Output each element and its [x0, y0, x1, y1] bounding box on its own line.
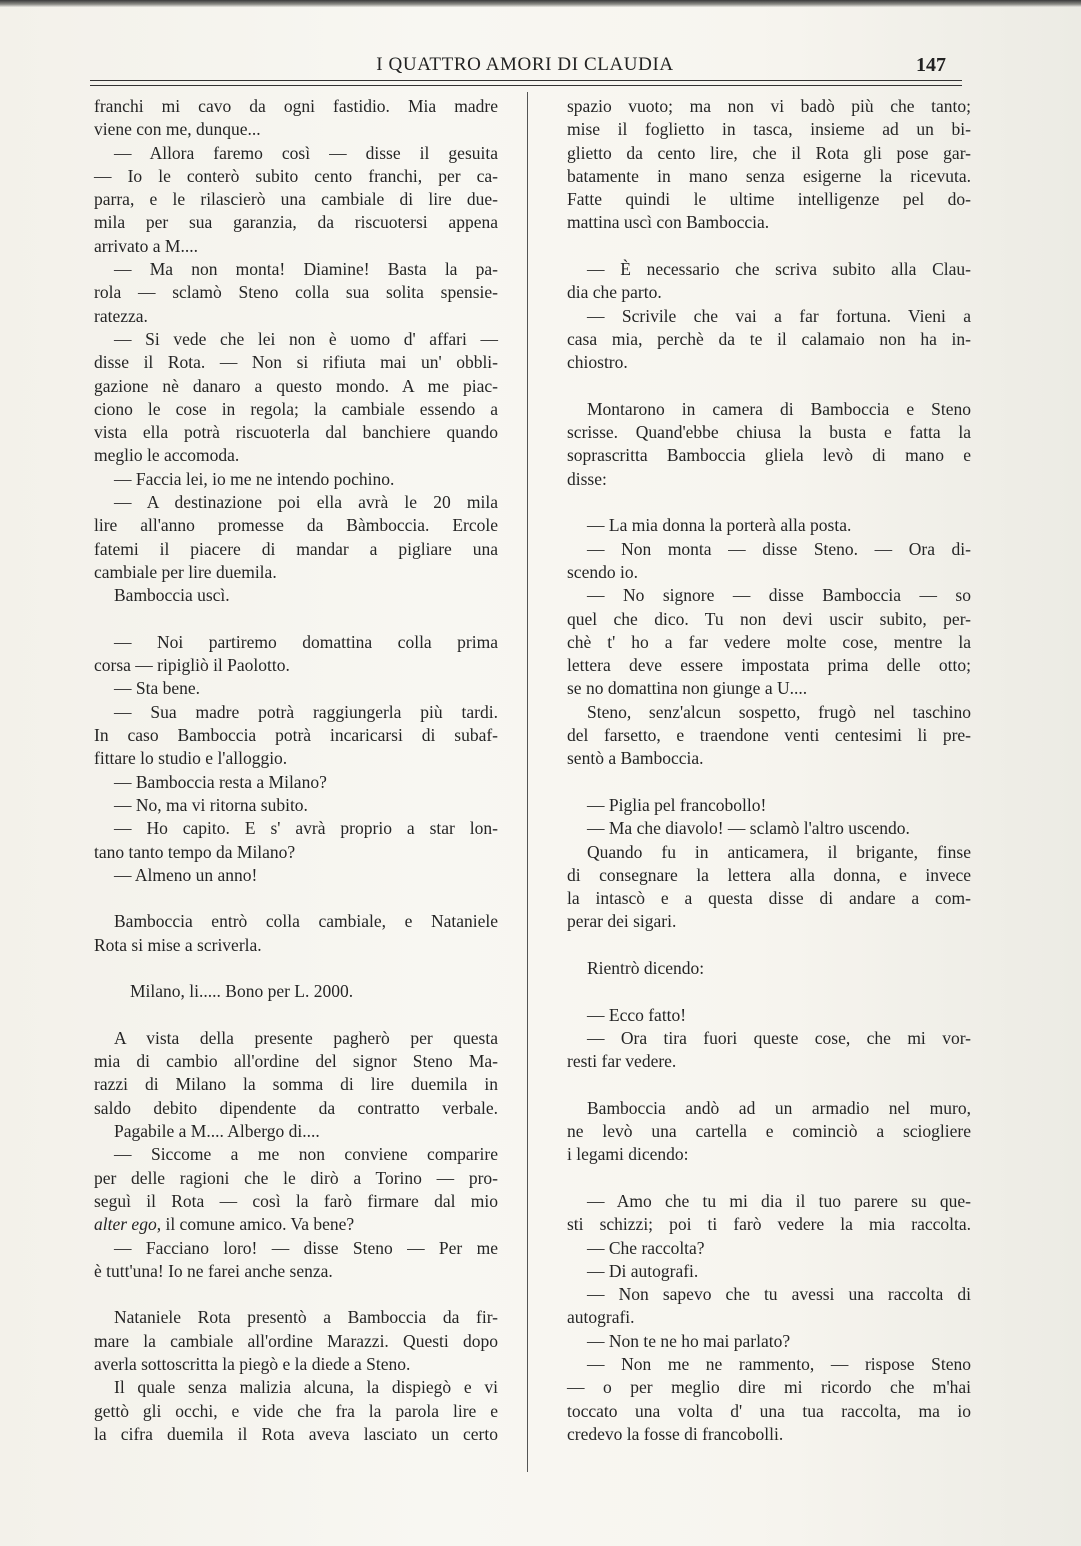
text-line: la intascò e a questa disse di andare a com- [567, 888, 971, 909]
text-line: — Si vede che lei non è uomo d' affari — [114, 328, 498, 349]
running-title: I QUATTRO AMORI DI CLAUDIA [376, 54, 674, 75]
text-line: autografi. [567, 1307, 635, 1328]
text-line: meglio le accomoda. [94, 445, 240, 466]
text-line: — No signore — disse Bamboccia — so [587, 585, 971, 606]
text-line: parra, e le rilascierò una cambiale di lire due- [94, 189, 498, 210]
page-header [90, 52, 960, 82]
paragraph-gap [567, 1073, 971, 1096]
text-line: In caso Bamboccia potrà incaricarsi di subaf- [94, 725, 498, 746]
text-line: — Facciano loro! — disse Steno — Per me [114, 1237, 498, 1258]
header-rule-thin [90, 85, 962, 86]
text-line: — o per meglio dire mi ricordo che m'hai [567, 1377, 971, 1398]
paragraph-gap [567, 491, 971, 514]
paragraph-gap [567, 235, 971, 258]
text-line: — Allora faremo così — disse il gesuita [114, 142, 498, 163]
text-line: fittare lo studio e l'alloggio. [94, 748, 288, 769]
text-line: — Non te ne ho mai parlato? [587, 1330, 791, 1351]
text-line: ne levò una cartella e cominciò a sciogliere [567, 1121, 971, 1142]
text-line: gazione nè danaro a questo mondo. A me piac- [94, 375, 498, 396]
text-line: Steno, senz'alcun sospetto, frugò nel taschino [587, 701, 971, 722]
text-line: — Ora tira fuori queste cose, che mi vor- [587, 1027, 971, 1048]
text-line: — La mia donna la porterà alla posta. [587, 515, 852, 536]
text-line: per delle ragioni che le dirò a Torino — pro- [94, 1167, 498, 1188]
paragraph-gap [94, 1004, 498, 1027]
text-line: lettera deve essere impostata prima delle otto; [567, 655, 971, 676]
text-line: — Almeno un anno! [114, 864, 258, 885]
text-line: — Non me ne rammento, — rispose Steno [587, 1354, 971, 1375]
text-line: lire all'anno promesse da Bàmboccia. Ercole [94, 515, 498, 536]
text-line: Rientrò dicendo: [587, 957, 705, 978]
text-line: la cifra duemila il Rota aveva lasciato un certo [94, 1423, 498, 1444]
text-line: — Sta bene. [114, 678, 201, 699]
text-line: cambiale per lire duemila. [94, 561, 277, 582]
text-line: — Piglia pel francobollo! [587, 794, 767, 815]
text-line: mila per sua garanzia, da riscuotersi appena [94, 212, 498, 233]
text-line: — Scrivile che vai a far fortuna. Vieni a [587, 305, 971, 326]
text-line: Bamboccia entrò colla cambiale, e Nataniele [114, 911, 498, 932]
text-line: — Ecco fatto! [587, 1004, 687, 1025]
text-line: seguì il Rota — così la farò firmare dal mio [94, 1190, 498, 1211]
text-line: — Non sapevo che tu avessi una raccolta di [587, 1284, 971, 1305]
text-line: chè t' ho a far vedere molte cose, mentre la [567, 631, 971, 652]
text-line: toccato una volta d' una tua raccolta, ma io [567, 1400, 971, 1421]
text-line: i legami dicendo: [567, 1144, 689, 1165]
text-line: Nataniele Rota presentò a Bamboccia da fir- [114, 1307, 498, 1328]
text-line: — No, ma vi ritorna subito. [114, 794, 308, 815]
text-line: — Ma non monta! Diamine! Basta la pa- [114, 259, 498, 280]
text-line: — Amo che tu mi dia il tuo parere su que- [587, 1190, 971, 1211]
text-line: saldo debito dipendente da contratto verbale. [94, 1097, 498, 1118]
text-line: è tutt'una! Io ne farei anche senza. [94, 1260, 333, 1281]
text-line: — Ma che diavolo! — sclamò l'altro uscendo. [587, 818, 910, 839]
text-line: mattina uscì con Bamboccia. [567, 212, 770, 233]
text-line: viene con me, dunque... [94, 119, 261, 140]
text-line: — Non monta — disse Steno. — Ora di- [587, 538, 971, 559]
text-line: Montarono in camera di Bamboccia e Steno [587, 398, 971, 419]
text-line: A vista della presente pagherò per questa [114, 1027, 498, 1048]
text-line: chiostro. [567, 352, 628, 373]
text-line: Milano, li..... Bono per L. 2000. [130, 981, 354, 1002]
text-line: — Sua madre potrà raggiungerla più tardi. [114, 701, 498, 722]
text-line: del farsetto, e traendone venti centesimi li pre- [567, 725, 971, 746]
paragraph-gap [94, 957, 498, 980]
text-line: razzi di Milano la somma di lire duemila in [94, 1074, 498, 1095]
text-line: sti schizzi; poi ti farò vedere la mia raccolta. [567, 1214, 971, 1235]
text-line: — Bamboccia resta a Milano? [114, 771, 327, 792]
paragraph-gap [94, 608, 498, 631]
paragraph-gap [567, 934, 971, 957]
text-line: sentò a Bamboccia. [567, 748, 704, 769]
text-line: quel che dico. Tu non devi uscir subito, per- [567, 608, 971, 629]
text-line: scendo io. [567, 561, 638, 582]
text-line: Quando fu in anticamera, il brigante, finse [587, 841, 971, 862]
text-line: ciono le cose in regola; la cambiale essendo a [94, 398, 498, 419]
text-line: Bamboccia andò ad un armadio nel muro, [587, 1097, 971, 1118]
paragraph-gap [567, 980, 971, 1003]
text-line: dia che parto. [567, 282, 662, 303]
text-line: perar dei sigari. [567, 911, 677, 932]
paragraph-gap [567, 375, 971, 398]
text-line: — Ho capito. E s' avrà proprio a star lon- [114, 818, 498, 839]
text-line: se no domattina non giunge a U.... [567, 678, 808, 699]
text-line: di consegnare la lettera alla donna, e invece [567, 864, 971, 885]
paragraph-gap [94, 887, 498, 910]
text-line: Bamboccia uscì. [114, 585, 230, 606]
text-line: — Siccome a me non conviene comparire [114, 1144, 498, 1165]
right-column [567, 95, 971, 1446]
left-column [94, 95, 498, 1446]
column-divider [527, 92, 528, 1472]
page-number: 147 [916, 54, 946, 76]
text-line: tano tanto tempo da Milano? [94, 841, 296, 862]
text-line: franchi mi cavo da ogni fastidio. Mia madre [94, 96, 498, 116]
text-line: disse il Rota. — Non si rifiuta mai un' obbli- [94, 352, 498, 373]
text-line: averla sottoscritta la piegò e la diede a Steno. [94, 1354, 411, 1375]
text-line: corsa — ripigliò il Paolotto. [94, 655, 290, 676]
text-line: — Io le conterò subito cento franchi, per ca- [94, 165, 498, 186]
header-rule [90, 80, 962, 81]
text-line: — È necessario che scriva subito alla Clau- [587, 259, 971, 280]
text-line: Fatte quindi le ultime intelligenze pel do- [567, 189, 971, 210]
paragraph-gap [567, 1167, 971, 1190]
text-line: mise il foglietto in tasca, insieme ad un bi- [567, 119, 971, 140]
text-line: — Noi partiremo domattina colla prima [114, 631, 498, 652]
text-line: rola — sclamò Steno colla sua solita spensie- [94, 282, 498, 303]
text-line: arrivato a M.... [94, 235, 198, 256]
text-line: Rota si mise a scriverla. [94, 934, 262, 955]
text-line: soprascritta Bamboccia gliela levò di mano e [567, 445, 971, 466]
text-line: scrisse. Quand'ebbe chiusa la busta e fatta la [567, 422, 971, 443]
text-line: spazio vuoto; ma non vi badò più che tanto; [567, 96, 971, 116]
text-line: mia di cambio all'ordine del signor Steno Ma- [94, 1051, 498, 1072]
text-line: credevo la fosse di francobolli. [567, 1423, 784, 1444]
text-line: Il quale senza malizia alcuna, la dispiegò e vi [114, 1377, 498, 1398]
text-line: fatemi il piacere di mandar a pigliare una [94, 538, 498, 559]
text-line: glietto da cento lire, che il Rota gli pose gar- [567, 142, 971, 163]
text-line: — A destinazione poi ella avrà le 20 mila [114, 492, 498, 513]
text-line: mare la cambiale all'ordine Marazzi. Questi dopo [94, 1330, 498, 1351]
text-line: ratezza. [94, 305, 148, 326]
paragraph-gap [567, 771, 971, 794]
text-line: Pagabile a M.... Albergo di.... [114, 1121, 320, 1142]
text-line: gettò gli occhi, e vide che fra la parola lire e [94, 1400, 498, 1421]
text-line: — Faccia lei, io me ne intendo pochino. [114, 468, 395, 489]
page-top-edge [0, 0, 1081, 7]
text-line: disse: [567, 468, 607, 489]
paragraph-gap [94, 1283, 498, 1306]
text-line: resti far vedere. [567, 1051, 677, 1072]
text-line: vista ella potrà riscuoterla dal banchiere quando [94, 422, 498, 443]
text-line: batamente in mano senza esigerne la ricevuta. [567, 165, 971, 186]
text-line: casa mia, perchè da te il calamaio non ha in- [567, 328, 971, 349]
text-line: — Di autografi. [587, 1260, 699, 1281]
text-line: — Che raccolta? [587, 1237, 705, 1258]
text-line: alter ego, il comune amico. Va bene? [94, 1214, 355, 1235]
